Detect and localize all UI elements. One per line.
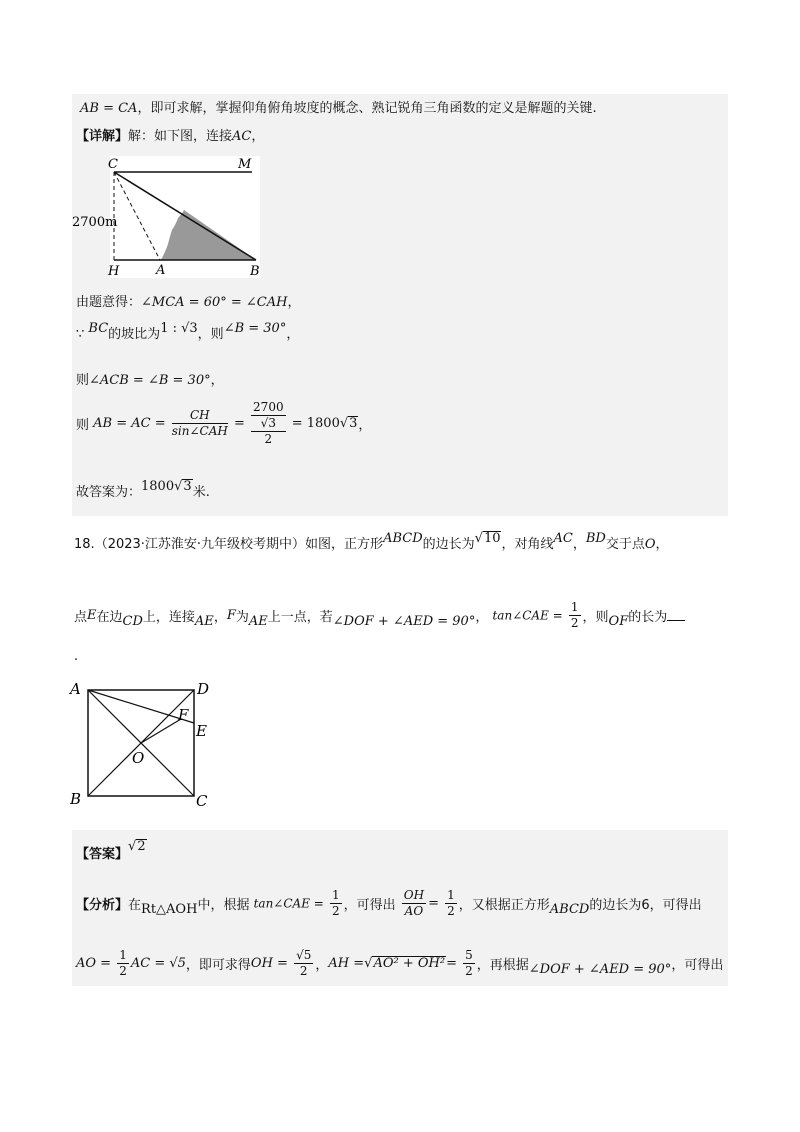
an-t4: ，又根据正方形 [458, 898, 550, 913]
analysis-line-2 [76, 948, 723, 979]
label-h: H [108, 264, 120, 279]
an-ah-eq: = [446, 956, 457, 971]
answer-line [76, 479, 210, 502]
an-half-fraction [445, 888, 457, 919]
an-oh-val-num: √5 [296, 948, 312, 962]
p18-abcd: ABCD [383, 531, 423, 546]
p18-tan-num: 1 [570, 600, 579, 614]
frac1-den: sin∠CAH [171, 424, 228, 438]
an-ao-den: 2 [119, 964, 127, 978]
step-3-label: 则 [76, 373, 90, 388]
step-4-equals: = [234, 416, 245, 431]
an-t2: 中，根据 [197, 898, 250, 913]
an-ah-fraction [463, 948, 475, 979]
step-4-comma: ， [358, 418, 372, 433]
frac2-den-den: 2 [264, 432, 273, 446]
math-ab-ca: AB = CA [80, 101, 138, 116]
p18-cd: CD [122, 614, 143, 629]
p18-t3: ，对角线 [501, 537, 554, 552]
an-tan-lhs: tan∠CAE = [253, 896, 324, 911]
solution-line-1 [80, 100, 597, 118]
p18-condition: ∠DOF + ∠AED = 90° [332, 614, 476, 629]
solution-line-1-text: ，即可求解，掌握仰角俯角坡度的概念、熟记锐角三角函数的定义是解题的关键. [137, 101, 597, 116]
step-2-comma: ， [286, 327, 300, 342]
an-abcd: ABCD [549, 902, 590, 917]
an-oh-val-fraction [294, 948, 313, 979]
answer-radicand: 3 [183, 479, 192, 494]
frac2-den-num: √3 [251, 416, 286, 432]
p18-tan-den: 2 [570, 616, 579, 630]
problem-number: 18. [74, 537, 95, 552]
answer-unit: 米. [192, 485, 210, 500]
label-a: A [156, 263, 166, 278]
detail-line [76, 128, 264, 146]
p18-l2-c: 上，连接 [142, 610, 195, 625]
problem-source: （2023·江苏淮安·九年级校考期中） [94, 537, 306, 552]
result-radicand: 3 [349, 416, 358, 431]
an-oh-val-den: 2 [299, 964, 308, 978]
answer-label: 故答案为： [76, 485, 142, 500]
figure-square [66, 678, 226, 810]
label-m: M [238, 157, 252, 172]
math-ac: AC [232, 129, 252, 144]
p18-o: O [644, 537, 656, 552]
problem-18-line-1 [74, 531, 669, 554]
fig2-label-o: O [132, 749, 145, 767]
p18-l2-a: 点 [74, 610, 88, 625]
label-height: 2700m [72, 215, 118, 230]
fig2-label-f: F [178, 706, 189, 724]
p18-side-radicand: 10 [483, 531, 501, 546]
an-ao-num: 1 [119, 948, 127, 962]
p18-t1: 如图，正方形 [305, 537, 384, 552]
step-4-label: 则 [76, 418, 90, 433]
an-tan-fraction [330, 888, 342, 919]
p18-of: OF [608, 614, 629, 629]
step-1 [76, 294, 301, 312]
p18-bd: BD [585, 531, 606, 546]
fig2-label-c: C [196, 792, 208, 810]
p18-l2-e: 为 [235, 610, 249, 625]
p18-ac: AC [553, 531, 573, 546]
p18-f: F [226, 608, 236, 623]
an-ao-fraction [117, 948, 129, 979]
p18-ae: AE [194, 614, 214, 629]
detail-tag: 【详解】 [76, 129, 129, 144]
result-coef: = 1800 [291, 416, 340, 431]
answer-coef: 1800 [141, 479, 175, 494]
p18-t6: ， [655, 537, 669, 552]
step-4 [76, 400, 371, 447]
an-oh-ao-fraction [402, 888, 426, 919]
an-oh-lhs: OH = [250, 956, 288, 971]
an-t8: ，再根据 [476, 958, 529, 973]
answer-18-radicand: 2 [137, 839, 146, 854]
p18-l2-g: ， [475, 610, 489, 625]
fig2-label-a: A [70, 680, 81, 698]
then-text: ，则 [197, 327, 224, 342]
an-ao-lhs: AO = [76, 956, 112, 971]
an-half-den: 2 [447, 904, 455, 918]
analysis-tag: 【分析】 [76, 898, 129, 913]
p18-sqrt-symbol: √ [474, 531, 483, 546]
detail-comma: ， [251, 129, 265, 144]
an-t7: ， [315, 958, 329, 973]
an-tan-den: 2 [331, 904, 340, 918]
fig2-label-e: E [196, 722, 207, 740]
p18-e: E [87, 608, 97, 623]
ratio-text: 的坡比为 [108, 327, 161, 342]
fraction-2700 [251, 400, 286, 447]
an-ao-rhs: AC = √5 [130, 956, 186, 971]
an-oh-den: AO [404, 904, 424, 918]
answer-sqrt-symbol: √ [174, 479, 183, 494]
step-2 [76, 321, 300, 344]
fig2-label-b: B [70, 790, 82, 808]
p18-l2-h: ，则 [582, 610, 609, 625]
answer-blank[interactable] [667, 610, 685, 621]
step-1-comma: ， [287, 295, 301, 310]
answer-18-line [76, 839, 147, 864]
an-rt: Rt△AOH [141, 902, 198, 917]
p18-tan-fraction [569, 600, 581, 631]
p18-l2-b: 在边 [96, 610, 123, 625]
step-3-math: ∠ACB = ∠B = 30° [89, 373, 211, 388]
frac2-num: 2700 [253, 400, 284, 414]
an-ah-radicand: AO² + OH² [373, 956, 446, 971]
p18-t5: 交于点 [605, 537, 645, 552]
step-4-lhs: AB = AC = [93, 416, 166, 431]
an-eq-half: = [428, 896, 439, 911]
answer-18-tag: 【答案】 [76, 847, 129, 862]
sqrt-symbol: √ [339, 416, 349, 431]
an-oh-num: OH [403, 888, 425, 902]
p18-ae2: AE [248, 614, 268, 629]
step-3 [76, 372, 224, 390]
an-half-num: 1 [447, 888, 455, 902]
p18-t2: 的边长为 [422, 537, 475, 552]
p18-l2-d: ， [213, 610, 227, 625]
an-condition: ∠DOF + ∠AED = 90° [528, 962, 672, 977]
p18-l2-f: 上一点，若 [267, 610, 333, 625]
figure-mountain-triangle [72, 152, 262, 282]
math-bc: BC [88, 321, 109, 336]
p18-tan-lhs: tan∠CAE = [492, 608, 563, 623]
angle-b: ∠B = 30° [223, 321, 287, 336]
an-t9: ，可得出 [671, 958, 724, 973]
problem-18-line-2 [74, 600, 685, 631]
an-ah-sqrt-symbol: √ [364, 956, 373, 971]
p18-l2-i: 的长为 [628, 610, 668, 625]
analysis-line-1 [76, 888, 702, 919]
because-symbol: ∵ [76, 327, 85, 342]
answer-18-sqrt-symbol: √ [128, 839, 137, 854]
step-1-math: ∠MCA = 60° = ∠CAH [141, 295, 288, 310]
an-t3: ，可得出 [343, 898, 396, 913]
an-ah-num: 5 [465, 948, 473, 962]
label-b: B [250, 264, 260, 279]
ratio-value: 1 : √3 [160, 321, 198, 336]
detail-text: 解：如下图，连接 [128, 129, 233, 144]
p18-t4: ， [572, 537, 586, 552]
frac1-num: CH [172, 408, 228, 424]
an-t6: ，即可求得 [185, 958, 251, 973]
fraction-ch-sin [172, 408, 228, 439]
an-t5: 的边长为6，可得出 [589, 898, 702, 913]
an-tan-num: 1 [331, 888, 340, 902]
an-ah-lhs: AH = [328, 956, 365, 971]
an-ah-den: 2 [465, 964, 473, 978]
fig2-label-d: D [197, 680, 210, 698]
problem-18-period: . [74, 649, 79, 664]
label-c: C [108, 157, 118, 172]
step-3-comma: ， [210, 373, 224, 388]
step-1-label: 由题意得： [76, 295, 142, 310]
an-t1: 在 [128, 898, 142, 913]
